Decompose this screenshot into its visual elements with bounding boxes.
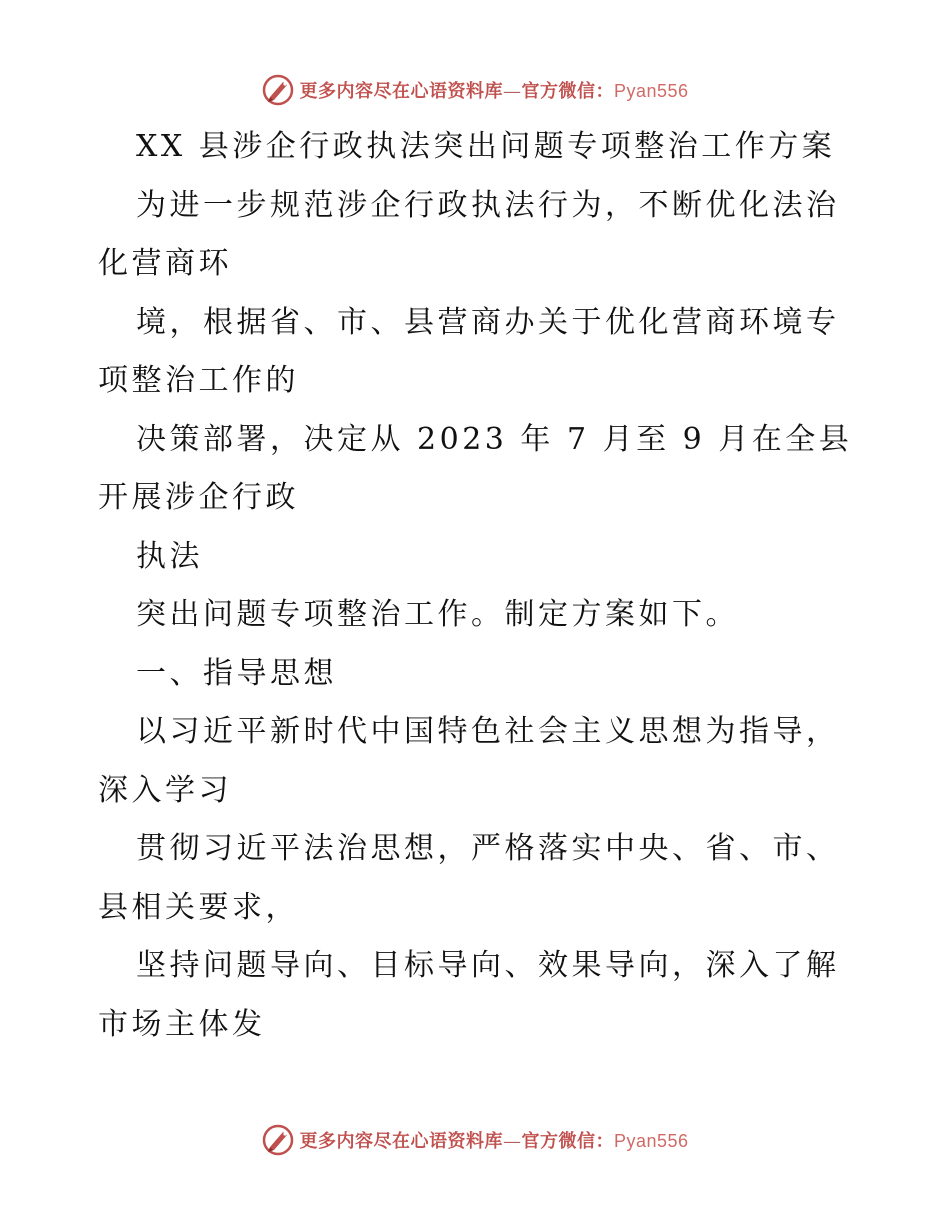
watermark-title: 更多内容尽在心语资料库 [299, 1131, 503, 1152]
watermark-text [299, 77, 688, 103]
watermark-text [299, 1127, 688, 1153]
watermark-banner-top [0, 70, 950, 110]
document-line: 项整治工作的 [98, 363, 299, 398]
watermark-separator: — [502, 81, 522, 102]
document-line: 一、指导思想 [136, 655, 337, 691]
document-line: 坚持问题导向、目标导向、效果导向，深入了解 [136, 948, 840, 983]
pen-logo-icon [261, 1123, 295, 1157]
pen-logo-icon [261, 73, 295, 107]
document-line: XX 县涉企行政执法突出问题专项整治工作方案 [136, 129, 836, 164]
watermark-title: 更多内容尽在心语资料库 [299, 81, 503, 102]
document-body [98, 118, 858, 1054]
watermark-group [261, 1123, 688, 1157]
watermark-banner-bottom [0, 1120, 950, 1160]
document-line: 突出问题专项整治工作。制定方案如下。 [136, 597, 739, 632]
document-line: 贯彻习近平法治思想，严格落实中央、省、市、 [136, 831, 840, 866]
watermark-group [261, 73, 688, 107]
watermark-account: Pyan556 [613, 1131, 689, 1151]
watermark-suffix: 官方微信： [521, 81, 614, 102]
document-line: 决策部署，决定从 2023 年 7 月至 9 月在全县 [136, 421, 853, 457]
document-line: 以习近平新时代中国特色社会主义思想为指导， [136, 714, 840, 749]
document-line: 县相关要求， [98, 889, 299, 925]
document-line: 开展涉企行政 [98, 480, 299, 515]
document-line: 深入学习 [98, 772, 232, 808]
watermark-account: Pyan556 [613, 81, 689, 101]
document-line: 执法 [136, 538, 203, 574]
watermark-separator: — [502, 1131, 522, 1152]
watermark-suffix: 官方微信： [521, 1131, 614, 1152]
document-line: 为进一步规范涉企行政执法行为，不断优化法治 [136, 187, 840, 223]
document-line: 境，根据省、市、县营商办关于优化营商环境专 [136, 304, 840, 340]
document-line: 市场主体发 [98, 1006, 266, 1042]
document-line: 化营商环 [98, 246, 232, 281]
